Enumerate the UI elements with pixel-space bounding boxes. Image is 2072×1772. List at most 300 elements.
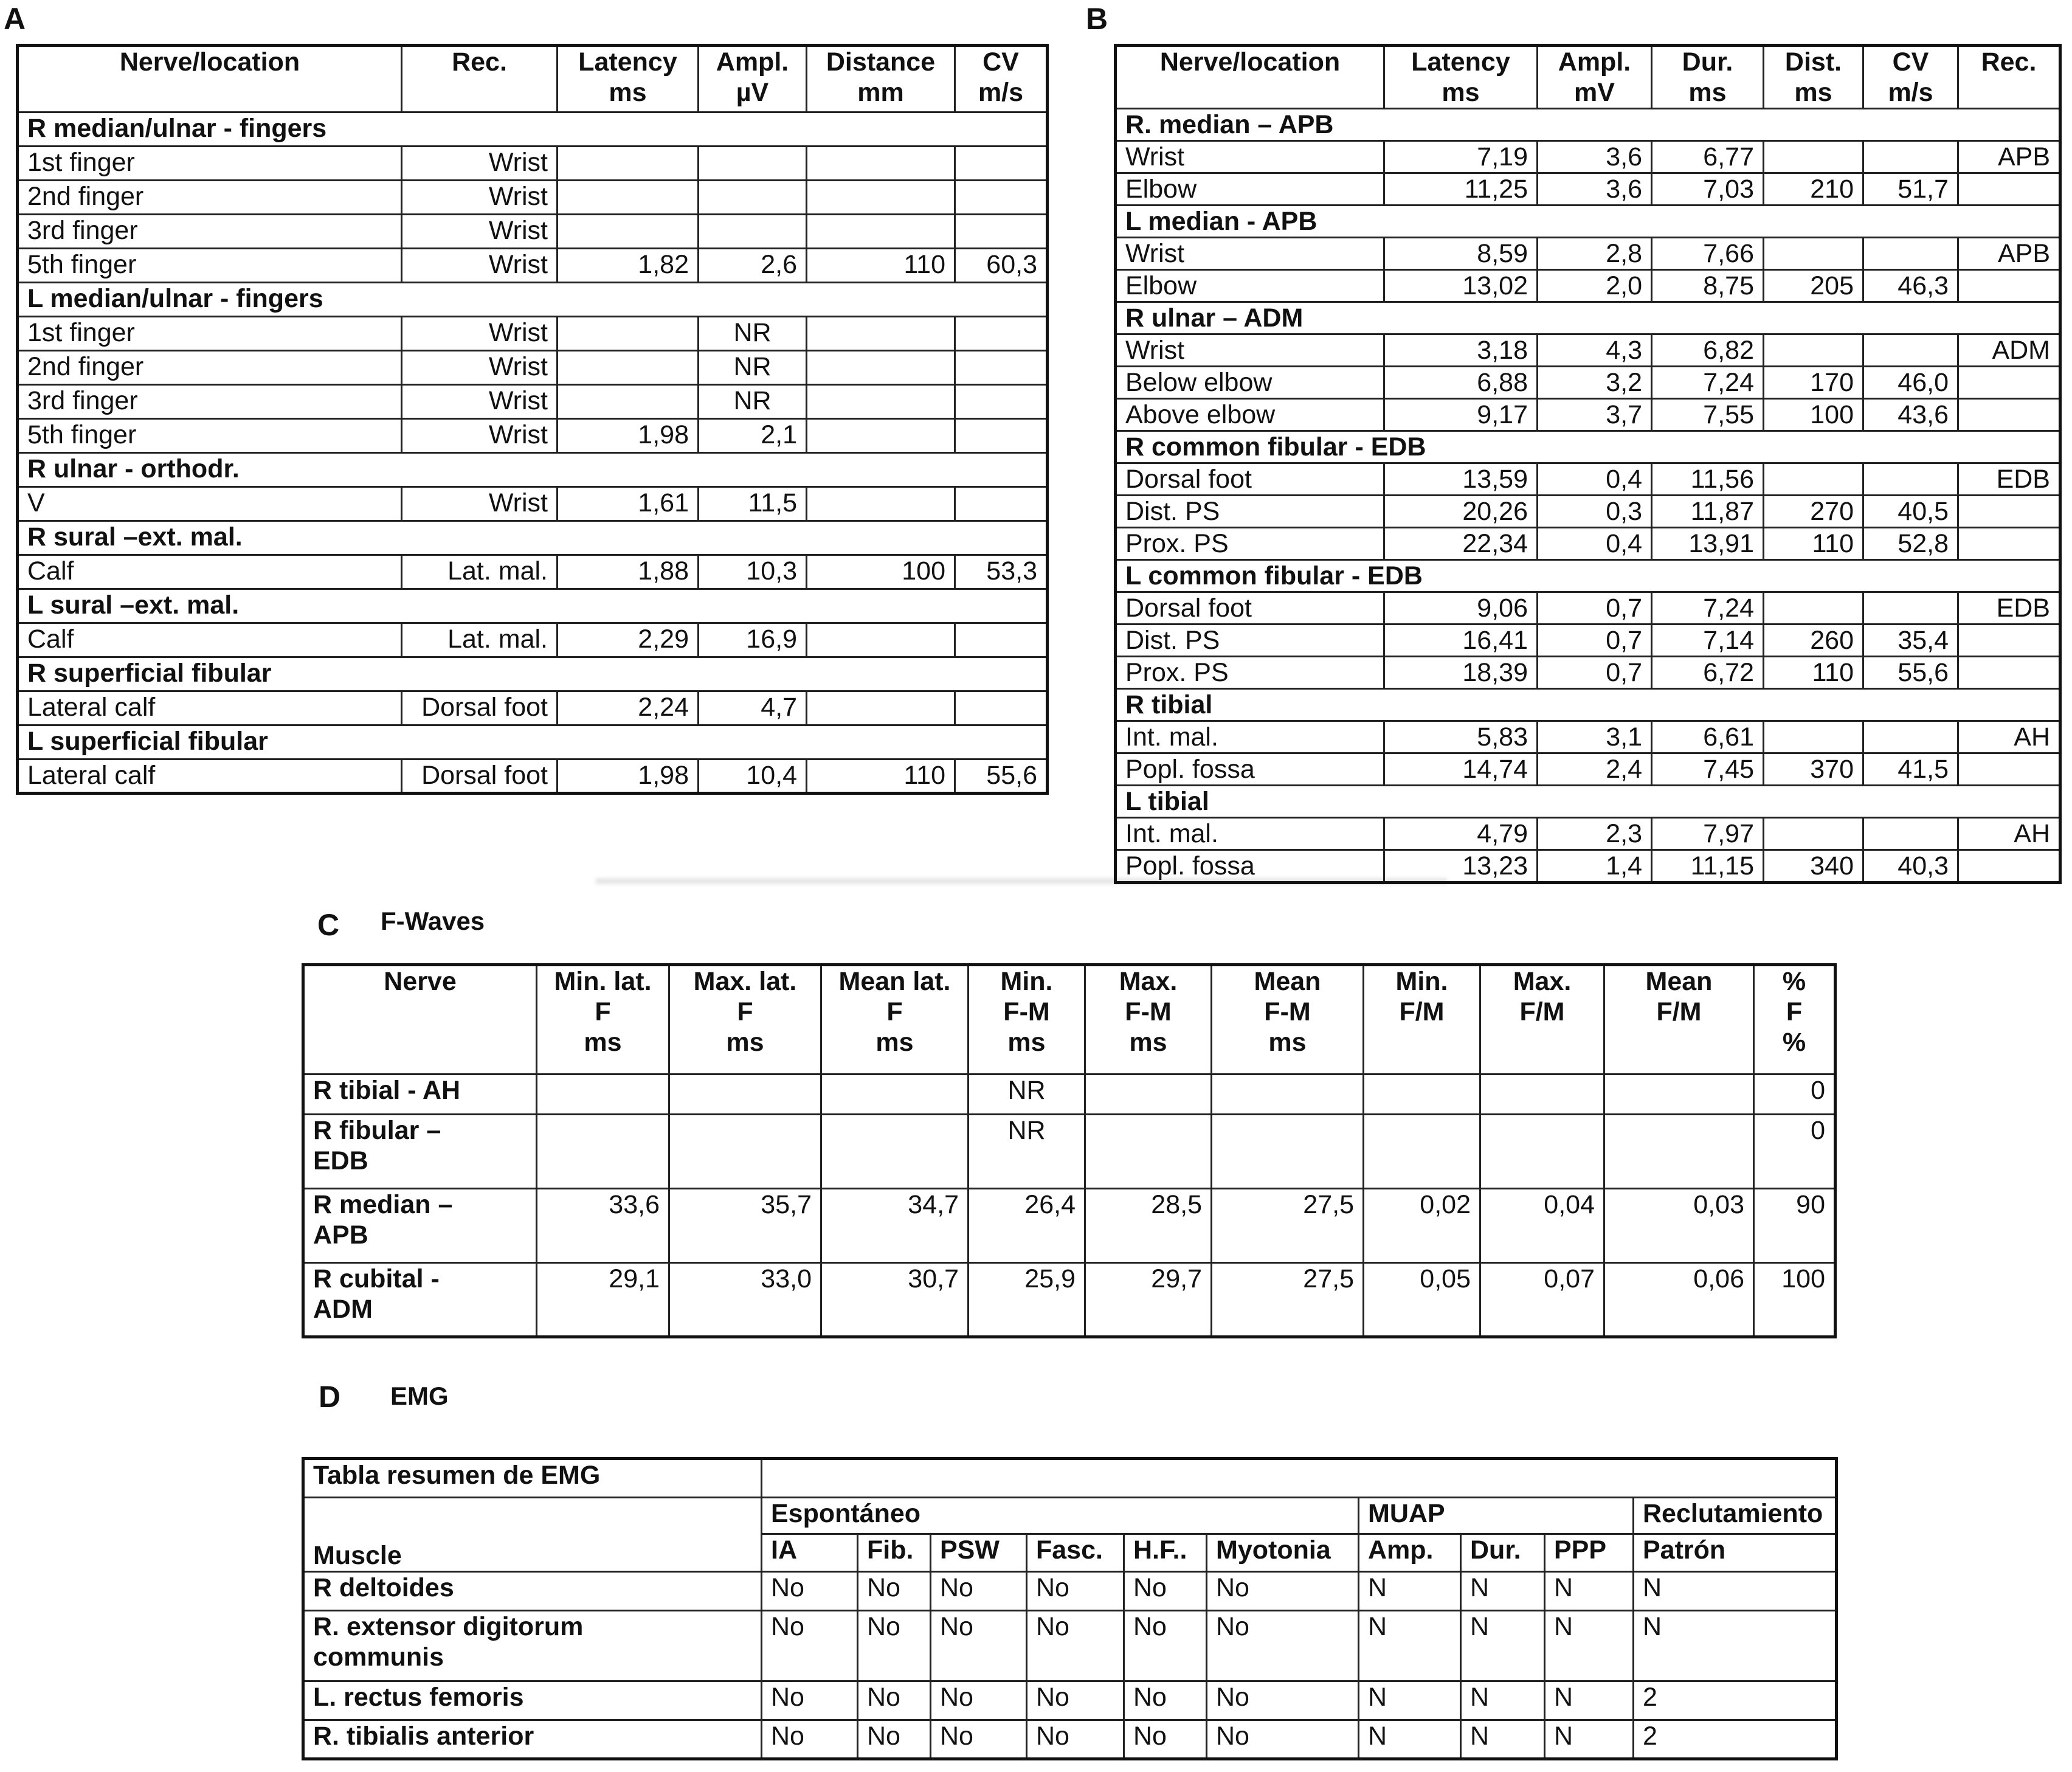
table-b-cell xyxy=(1863,721,1958,753)
table-d-cell: N xyxy=(1461,1681,1545,1720)
table-a-section-row xyxy=(18,112,1048,147)
table-b-cell xyxy=(1958,270,2060,302)
table-d-caption-spacer xyxy=(762,1459,1837,1498)
table-b-row xyxy=(1116,399,2060,431)
panel-c-label: C xyxy=(317,908,340,942)
table-a-cell: 55,6 xyxy=(955,760,1048,794)
table-a-cell xyxy=(955,351,1048,385)
table-d-muscle-cell: R deltoides xyxy=(303,1572,762,1611)
table-c-column-header: Max. F/M xyxy=(1480,965,1604,1075)
table-b-cell: 11,15 xyxy=(1652,850,1764,883)
table-b-cell xyxy=(1764,141,1863,173)
table-c-row xyxy=(303,1115,1835,1189)
table-a-cell: 2,1 xyxy=(699,419,807,453)
panel-d-label: D xyxy=(319,1380,341,1414)
table-b-cell: 3,6 xyxy=(1538,173,1652,206)
table-a-cell: Calf xyxy=(18,623,402,657)
table-a-cell xyxy=(955,419,1048,453)
table-c-cell: NR xyxy=(969,1075,1085,1115)
table-d-muscle-cell: R. extensor digitorum communis xyxy=(303,1611,762,1681)
table-c-cell xyxy=(1604,1115,1754,1189)
table-a-row xyxy=(18,147,1048,181)
table-d-cell: No xyxy=(1124,1572,1207,1611)
table-d-cell: N xyxy=(1461,1720,1545,1759)
table-a-cell xyxy=(955,487,1048,521)
table-a-cell: 110 xyxy=(807,249,955,283)
table-a-section-title: R superficial fibular xyxy=(18,657,1048,691)
table-a-cell: Wrist xyxy=(402,317,558,351)
table-b-cell: 3,7 xyxy=(1538,399,1652,431)
table-b-cell: 4,79 xyxy=(1384,818,1538,850)
table-a-column-header: CV m/s xyxy=(955,46,1048,112)
table-c-row xyxy=(303,1189,1835,1263)
table-b-cell: 0,4 xyxy=(1538,528,1652,560)
table-b-section-title: L tibial xyxy=(1116,786,2060,818)
table-d-row xyxy=(303,1720,1837,1759)
table-c-cell: 26,4 xyxy=(969,1189,1085,1263)
table-a-cell xyxy=(807,215,955,249)
table-c-cell: 0,04 xyxy=(1480,1189,1604,1263)
table-a-cell: 2nd finger xyxy=(18,351,402,385)
table-c-cell: 30,7 xyxy=(821,1263,969,1337)
table-b-cell: 370 xyxy=(1764,753,1863,786)
table-d-subheader: Dur. xyxy=(1461,1534,1545,1572)
table-d-cell: N xyxy=(1634,1572,1837,1611)
table-b-cell: 55,6 xyxy=(1863,657,1958,689)
table-b-section-title: L common fibular - EDB xyxy=(1116,560,2060,592)
table-b-cell: 0,7 xyxy=(1538,625,1652,657)
table-b-cell: 2,4 xyxy=(1538,753,1652,786)
table-b-cell: 1,4 xyxy=(1538,850,1652,883)
table-d-caption-row xyxy=(303,1459,1837,1498)
table-a-cell xyxy=(699,147,807,181)
table-d-cell: N xyxy=(1545,1572,1634,1611)
table-b-row xyxy=(1116,270,2060,302)
table-c-cell xyxy=(1085,1115,1212,1189)
table-d-cell: N xyxy=(1634,1611,1837,1681)
table-b-cell: 9,17 xyxy=(1384,399,1538,431)
table-b-cell: 6,77 xyxy=(1652,141,1764,173)
table-a-row xyxy=(18,215,1048,249)
table-a-cell: 2,29 xyxy=(558,623,699,657)
table-d-subheader: Fasc. xyxy=(1027,1534,1124,1572)
table-a-section-title: L sural –ext. mal. xyxy=(18,589,1048,623)
table-a-section-row xyxy=(18,725,1048,760)
table-a-column-header: Rec. xyxy=(402,46,558,112)
table-b-cell: 7,19 xyxy=(1384,141,1538,173)
table-b-row xyxy=(1116,238,2060,270)
table-b-cell: 8,75 xyxy=(1652,270,1764,302)
table-b-cell: 13,23 xyxy=(1384,850,1538,883)
table-b-row xyxy=(1116,528,2060,560)
table-b-cell: 13,91 xyxy=(1652,528,1764,560)
table-b-cell xyxy=(1764,818,1863,850)
table-b-header-row xyxy=(1116,46,2060,109)
table-b-cell: 0,3 xyxy=(1538,496,1652,528)
sensory-nerve-table xyxy=(16,44,1049,795)
table-a-cell xyxy=(699,215,807,249)
table-c-cell: 0,05 xyxy=(1364,1263,1480,1337)
table-a-cell xyxy=(955,623,1048,657)
table-b-cell xyxy=(1764,238,1863,270)
table-b-cell: Dorsal foot xyxy=(1116,463,1384,496)
table-b-cell: Elbow xyxy=(1116,173,1384,206)
table-b-row xyxy=(1116,141,2060,173)
table-c-column-header: Nerve xyxy=(303,965,537,1075)
table-b-cell: 52,8 xyxy=(1863,528,1958,560)
table-d-cell: No xyxy=(931,1572,1027,1611)
table-b-cell: Prox. PS xyxy=(1116,657,1384,689)
table-b-column-header: Ampl. mV xyxy=(1538,46,1652,109)
table-d-subheader: Patrón xyxy=(1634,1534,1837,1572)
table-b-row xyxy=(1116,367,2060,399)
table-b-cell xyxy=(1764,592,1863,625)
table-a-cell: 10,3 xyxy=(699,555,807,589)
table-d-row xyxy=(303,1681,1837,1720)
table-a-cell: Wrist xyxy=(402,419,558,453)
table-a-section-title: L superficial fibular xyxy=(18,725,1048,760)
table-d-muscle-cell: L. rectus femoris xyxy=(303,1681,762,1720)
table-a-cell: Wrist xyxy=(402,249,558,283)
table-a-cell: V xyxy=(18,487,402,521)
table-d-subheader: Fib. xyxy=(858,1534,931,1572)
table-b-cell xyxy=(1958,367,2060,399)
table-c-nerve-cell: R fibular – EDB xyxy=(303,1115,537,1189)
table-a-cell: 1,88 xyxy=(558,555,699,589)
table-a-cell xyxy=(699,181,807,215)
table-d-cell: No xyxy=(762,1681,858,1720)
table-c-cell: 25,9 xyxy=(969,1263,1085,1337)
table-d-cell: 2 xyxy=(1634,1681,1837,1720)
table-b-cell xyxy=(1958,850,2060,883)
table-a-cell: Wrist xyxy=(402,351,558,385)
table-b-cell: 2,8 xyxy=(1538,238,1652,270)
table-c-header-row xyxy=(303,965,1835,1075)
table-a-cell xyxy=(807,691,955,725)
table-a-cell xyxy=(955,147,1048,181)
table-b-cell: 7,97 xyxy=(1652,818,1764,850)
table-b-cell: 18,39 xyxy=(1384,657,1538,689)
table-a-section-title: R median/ulnar - fingers xyxy=(18,112,1048,147)
table-c-cell: 100 xyxy=(1754,1263,1835,1337)
table-a-cell xyxy=(807,351,955,385)
table-c-cell xyxy=(1480,1075,1604,1115)
table-a-column-header: Ampl. µV xyxy=(699,46,807,112)
table-c-cell: 0,02 xyxy=(1364,1189,1480,1263)
table-b-cell: 13,59 xyxy=(1384,463,1538,496)
table-a-row xyxy=(18,385,1048,419)
table-a-cell: NR xyxy=(699,385,807,419)
table-c-cell: NR xyxy=(969,1115,1085,1189)
table-d-cell: No xyxy=(1124,1611,1207,1681)
table-d-group-row xyxy=(303,1498,1837,1534)
table-a-cell: Wrist xyxy=(402,215,558,249)
table-a-section-row xyxy=(18,589,1048,623)
table-a-cell: 4,7 xyxy=(699,691,807,725)
table-a-row xyxy=(18,249,1048,283)
table-d-cell: No xyxy=(1027,1572,1124,1611)
table-a-cell xyxy=(807,419,955,453)
table-b-cell: EDB xyxy=(1958,592,2060,625)
table-b-row xyxy=(1116,721,2060,753)
table-c-cell: 0,06 xyxy=(1604,1263,1754,1337)
table-c-cell: 0 xyxy=(1754,1075,1835,1115)
table-c-column-header: Mean F-M ms xyxy=(1212,965,1364,1075)
table-c-cell xyxy=(821,1115,969,1189)
table-a-cell xyxy=(558,317,699,351)
table-d-cell: No xyxy=(931,1611,1027,1681)
table-a-column-header: Nerve/location xyxy=(18,46,402,112)
table-b-cell xyxy=(1764,721,1863,753)
table-b-cell: 260 xyxy=(1764,625,1863,657)
table-c-cell: 29,7 xyxy=(1085,1263,1212,1337)
table-a-section-row xyxy=(18,521,1048,555)
table-d-subheader: IA xyxy=(762,1534,858,1572)
table-b-row xyxy=(1116,496,2060,528)
table-a-cell: Wrist xyxy=(402,385,558,419)
table-a-row xyxy=(18,555,1048,589)
table-b-cell: 270 xyxy=(1764,496,1863,528)
table-b-cell: 20,26 xyxy=(1384,496,1538,528)
table-b-cell: 3,6 xyxy=(1538,141,1652,173)
table-a-cell: Dorsal foot xyxy=(402,760,558,794)
table-b-cell: APB xyxy=(1958,141,2060,173)
table-d-cell: No xyxy=(858,1611,931,1681)
table-b-cell: Int. mal. xyxy=(1116,818,1384,850)
table-c-cell xyxy=(1212,1075,1364,1115)
table-b-cell: AH xyxy=(1958,721,2060,753)
table-b-cell: 16,41 xyxy=(1384,625,1538,657)
table-d-cell: No xyxy=(1124,1720,1207,1759)
table-b-row xyxy=(1116,625,2060,657)
table-b-cell: 40,5 xyxy=(1863,496,1958,528)
table-b-cell: 11,87 xyxy=(1652,496,1764,528)
panel-a-label: A xyxy=(4,2,26,36)
table-b-section-title: R tibial xyxy=(1116,689,2060,721)
table-b-section-row xyxy=(1116,786,2060,818)
table-b-cell: 51,7 xyxy=(1863,173,1958,206)
table-a-cell: 5th finger xyxy=(18,249,402,283)
table-b-cell: APB xyxy=(1958,238,2060,270)
panel-c-title: F-Waves xyxy=(381,907,485,935)
f-waves-table xyxy=(302,963,1837,1338)
table-d-muscle-cell: R. tibialis anterior xyxy=(303,1720,762,1759)
table-b-section-row xyxy=(1116,109,2060,141)
table-a-cell: 1,61 xyxy=(558,487,699,521)
table-b-row xyxy=(1116,173,2060,206)
table-d-caption: Tabla resumen de EMG xyxy=(303,1459,762,1498)
table-b-column-header: Rec. xyxy=(1958,46,2060,109)
table-a-cell: Wrist xyxy=(402,487,558,521)
table-b-cell: Dist. PS xyxy=(1116,625,1384,657)
table-d-subheader: H.F.. xyxy=(1124,1534,1207,1572)
table-d-cell: No xyxy=(762,1611,858,1681)
table-b-cell xyxy=(1863,238,1958,270)
table-b-cell: Wrist xyxy=(1116,238,1384,270)
table-d-cell: No xyxy=(762,1572,858,1611)
table-b-cell: Dorsal foot xyxy=(1116,592,1384,625)
table-b-cell: 340 xyxy=(1764,850,1863,883)
table-b-cell xyxy=(1958,399,2060,431)
table-b-cell: 7,45 xyxy=(1652,753,1764,786)
table-a-cell: 1,98 xyxy=(558,760,699,794)
table-b-cell: 210 xyxy=(1764,173,1863,206)
table-b-cell xyxy=(1958,625,2060,657)
table-d-subheader: Myotonia xyxy=(1207,1534,1359,1572)
table-d-cell: N xyxy=(1461,1572,1545,1611)
table-a-cell: Wrist xyxy=(402,181,558,215)
table-a-cell xyxy=(807,317,955,351)
table-a-cell xyxy=(807,147,955,181)
table-b-cell: 7,14 xyxy=(1652,625,1764,657)
table-d-cell: No xyxy=(858,1572,931,1611)
table-b-cell: 170 xyxy=(1764,367,1863,399)
table-b-cell xyxy=(1764,463,1863,496)
table-c-column-header: Min. F/M xyxy=(1364,965,1480,1075)
table-b-cell xyxy=(1863,463,1958,496)
table-a-cell xyxy=(807,487,955,521)
table-a-cell: 3rd finger xyxy=(18,215,402,249)
table-a-cell xyxy=(558,351,699,385)
table-b-cell: Prox. PS xyxy=(1116,528,1384,560)
table-b-cell: 22,34 xyxy=(1384,528,1538,560)
table-b-cell: EDB xyxy=(1958,463,2060,496)
table-a-cell: Wrist xyxy=(402,147,558,181)
table-b-row xyxy=(1116,463,2060,496)
table-b-cell xyxy=(1958,496,2060,528)
table-b-section-row xyxy=(1116,302,2060,334)
table-d-cell: N xyxy=(1359,1611,1461,1681)
table-a-section-title: L median/ulnar - fingers xyxy=(18,283,1048,317)
table-d-row xyxy=(303,1572,1837,1611)
table-c-cell xyxy=(669,1115,821,1189)
table-d-cell: No xyxy=(1207,1611,1359,1681)
table-c-cell xyxy=(1604,1075,1754,1115)
table-b-cell: 14,74 xyxy=(1384,753,1538,786)
table-b-column-header: Nerve/location xyxy=(1116,46,1384,109)
table-b-cell xyxy=(1958,173,2060,206)
table-c-nerve-cell: R cubital - ADM xyxy=(303,1263,537,1337)
table-b-cell: 7,24 xyxy=(1652,367,1764,399)
table-c-nerve-cell: R median – APB xyxy=(303,1189,537,1263)
table-a-cell: 11,5 xyxy=(699,487,807,521)
table-b-cell: 11,25 xyxy=(1384,173,1538,206)
table-d-row xyxy=(303,1611,1837,1681)
table-c-cell xyxy=(1364,1115,1480,1189)
panel-d-title: EMG xyxy=(390,1382,449,1410)
table-b-cell: AH xyxy=(1958,818,2060,850)
table-b-cell xyxy=(1863,141,1958,173)
table-a-cell: NR xyxy=(699,317,807,351)
table-a-cell xyxy=(558,215,699,249)
table-b-cell: 0,4 xyxy=(1538,463,1652,496)
panel-b-label: B xyxy=(1086,2,1108,36)
table-c-column-header: Min. F-M ms xyxy=(969,965,1085,1075)
table-b-cell: 2,3 xyxy=(1538,818,1652,850)
table-d-cell: N xyxy=(1545,1681,1634,1720)
table-a-cell: NR xyxy=(699,351,807,385)
table-a-cell: 16,9 xyxy=(699,623,807,657)
table-b-cell: 2,0 xyxy=(1538,270,1652,302)
table-b-section-title: R ulnar – ADM xyxy=(1116,302,2060,334)
table-b-section-row xyxy=(1116,206,2060,238)
table-b-cell xyxy=(1863,592,1958,625)
table-c-cell: 90 xyxy=(1754,1189,1835,1263)
table-d-cell: No xyxy=(1207,1572,1359,1611)
table-b-section-title: R common fibular - EDB xyxy=(1116,431,2060,463)
table-c-column-header: Mean F/M xyxy=(1604,965,1754,1075)
table-a-cell: 2,24 xyxy=(558,691,699,725)
table-a-cell: Calf xyxy=(18,555,402,589)
table-b-cell: 3,1 xyxy=(1538,721,1652,753)
table-a-cell: 1st finger xyxy=(18,147,402,181)
table-b-cell: Below elbow xyxy=(1116,367,1384,399)
table-a-row xyxy=(18,419,1048,453)
table-b-cell: 100 xyxy=(1764,399,1863,431)
table-b-cell: 3,18 xyxy=(1384,334,1538,367)
table-a-row xyxy=(18,351,1048,385)
table-a-cell: 1st finger xyxy=(18,317,402,351)
table-a-column-header: Distance mm xyxy=(807,46,955,112)
table-b-cell: 40,3 xyxy=(1863,850,1958,883)
table-b-column-header: Dur. ms xyxy=(1652,46,1764,109)
table-a-cell xyxy=(955,181,1048,215)
table-a-row xyxy=(18,691,1048,725)
table-b-section-row xyxy=(1116,560,2060,592)
table-b-cell: Elbow xyxy=(1116,270,1384,302)
table-c-cell: 0 xyxy=(1754,1115,1835,1189)
table-a-cell: 2,6 xyxy=(699,249,807,283)
table-b-cell: 13,02 xyxy=(1384,270,1538,302)
table-c-cell: 29,1 xyxy=(537,1263,669,1337)
table-d-subheader: PSW xyxy=(931,1534,1027,1572)
table-b-cell: 6,72 xyxy=(1652,657,1764,689)
table-c-cell xyxy=(537,1075,669,1115)
table-b-cell: 6,61 xyxy=(1652,721,1764,753)
table-a-cell: Dorsal foot xyxy=(402,691,558,725)
table-b-cell xyxy=(1764,334,1863,367)
table-a-row xyxy=(18,181,1048,215)
table-c-cell: 27,5 xyxy=(1212,1263,1364,1337)
table-a-section-row xyxy=(18,283,1048,317)
table-b-cell: 6,88 xyxy=(1384,367,1538,399)
table-b-cell: Int. mal. xyxy=(1116,721,1384,753)
table-a-row xyxy=(18,317,1048,351)
table-c-cell xyxy=(1212,1115,1364,1189)
table-d-cell: 2 xyxy=(1634,1720,1837,1759)
table-a-row xyxy=(18,487,1048,521)
table-b-cell: 6,82 xyxy=(1652,334,1764,367)
table-b-cell xyxy=(1958,753,2060,786)
table-a-cell xyxy=(558,385,699,419)
table-d-cell: N xyxy=(1359,1681,1461,1720)
table-a-cell: Lateral calf xyxy=(18,760,402,794)
table-b-cell: 41,5 xyxy=(1863,753,1958,786)
table-d-cell: N xyxy=(1359,1720,1461,1759)
table-a-cell xyxy=(807,623,955,657)
table-b-cell: 8,59 xyxy=(1384,238,1538,270)
table-b-cell xyxy=(1863,334,1958,367)
table-c-cell: 28,5 xyxy=(1085,1189,1212,1263)
table-b-cell: 43,6 xyxy=(1863,399,1958,431)
table-c-cell xyxy=(821,1075,969,1115)
table-b-row xyxy=(1116,592,2060,625)
table-b-cell: Popl. fossa xyxy=(1116,753,1384,786)
table-c-cell: 33,0 xyxy=(669,1263,821,1337)
table-d-cell: No xyxy=(931,1681,1027,1720)
table-c-column-header: Max. lat. F ms xyxy=(669,965,821,1075)
table-c-cell: 35,7 xyxy=(669,1189,821,1263)
